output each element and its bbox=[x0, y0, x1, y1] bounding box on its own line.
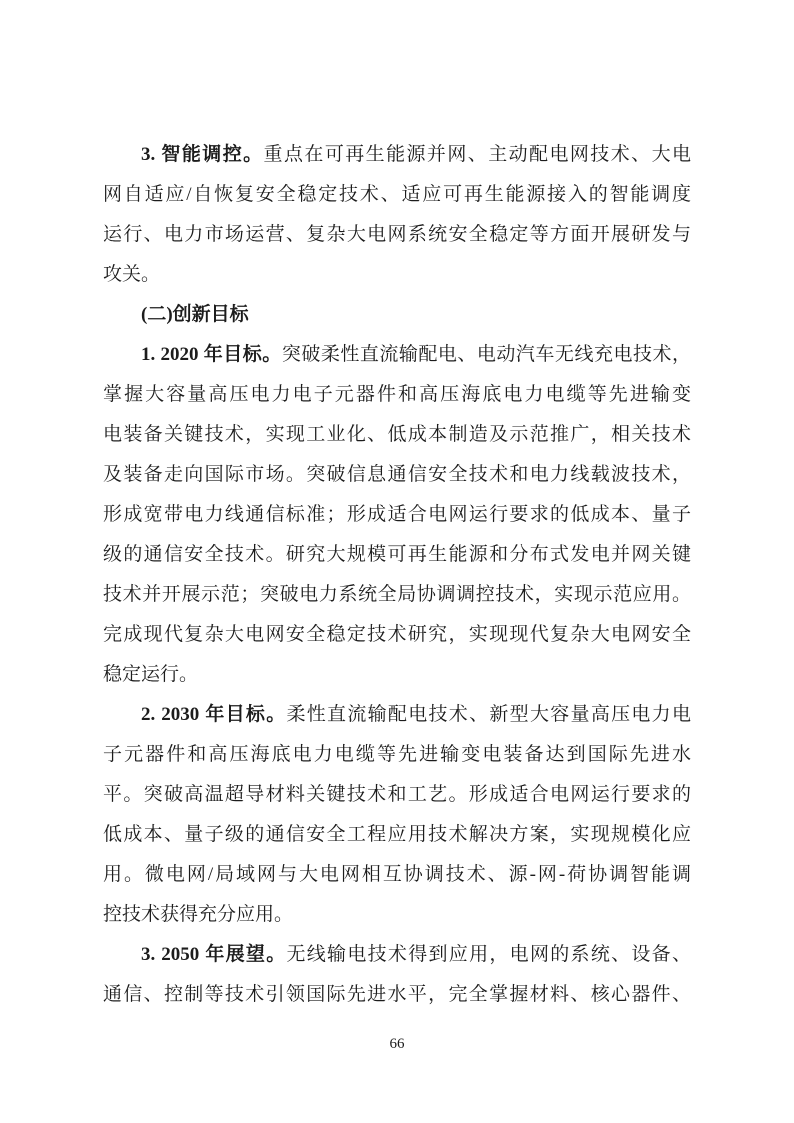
paragraph bbox=[103, 335, 691, 695]
text-line: 技术并开展示范；突破电力系统全局协调调控技术，实现示范应用。 bbox=[103, 584, 691, 605]
text-line: 子元器件和高压海底电力电缆等先进输变电装备达到国际先进水 bbox=[103, 744, 691, 765]
paragraph bbox=[103, 935, 691, 1015]
section-heading bbox=[103, 295, 691, 335]
text-line: 形成宽带电力线通信标准；形成适合电网运行要求的低成本、量子 bbox=[103, 504, 691, 525]
text-line: 2. 2030 年目标。柔性直流输配电技术、新型大容量高压电力电 bbox=[141, 704, 691, 725]
text-line: 及装备走向国际市场。突破信息通信安全技术和电力线载波技术， bbox=[103, 464, 691, 485]
paragraph-lead: 2. 2030 年目标。 bbox=[141, 704, 287, 725]
text-line: 通信、控制等技术引领国际先进水平，完全掌握材料、核心器件、 bbox=[103, 984, 691, 1005]
paragraph-lead: 3. 智能调控。 bbox=[141, 144, 264, 165]
text-line: 掌握大容量高压电力电子元器件和高压海底电力电缆等先进输变 bbox=[103, 384, 691, 405]
text-line: 3. 2050 年展望。无线输电技术得到应用，电网的系统、设备、 bbox=[141, 944, 691, 965]
text-line: 电装备关键技术，实现工业化、低成本制造及示范推广，相关技术 bbox=[103, 424, 691, 445]
text-line: 平。突破高温超导材料关键技术和工艺。形成适合电网运行要求的 bbox=[103, 784, 691, 805]
document-body bbox=[103, 135, 691, 1015]
text-line: 稳定运行。 bbox=[103, 664, 199, 685]
text-line: 低成本、量子级的通信安全工程应用技术解决方案，实现规模化应 bbox=[103, 824, 691, 845]
text-line: 运行、电力市场运营、复杂大电网系统安全稳定等方面开展研发与 bbox=[103, 224, 691, 245]
page-number: 66 bbox=[389, 1036, 405, 1052]
paragraph-lead: 3. 2050 年展望。 bbox=[141, 944, 287, 965]
text-line: 完成现代复杂大电网安全稳定技术研究，实现现代复杂大电网安全 bbox=[103, 624, 691, 645]
paragraph bbox=[103, 695, 691, 935]
page-footer bbox=[0, 1034, 794, 1054]
text-line: 3. 智能调控。重点在可再生能源并网、主动配电网技术、大电 bbox=[141, 144, 691, 165]
text-line: 级的通信安全技术。研究大规模可再生能源和分布式发电并网关键 bbox=[103, 544, 691, 565]
text-line: 控技术获得充分应用。 bbox=[103, 904, 294, 925]
paragraph-lead: 1. 2020 年目标。 bbox=[141, 344, 282, 365]
text-line: 用。微电网/局域网与大电网相互协调技术、源-网-荷协调智能调 bbox=[103, 864, 691, 885]
text-line: (二)创新目标 bbox=[141, 304, 249, 325]
text-line: 1. 2020 年目标。突破柔性直流输配电、电动汽车无线充电技术， bbox=[141, 344, 691, 365]
text-line: 攻关。 bbox=[103, 264, 161, 285]
paragraph bbox=[103, 135, 691, 295]
text-line: 网自适应/自恢复安全稳定技术、适应可再生能源接入的智能调度 bbox=[103, 184, 691, 205]
